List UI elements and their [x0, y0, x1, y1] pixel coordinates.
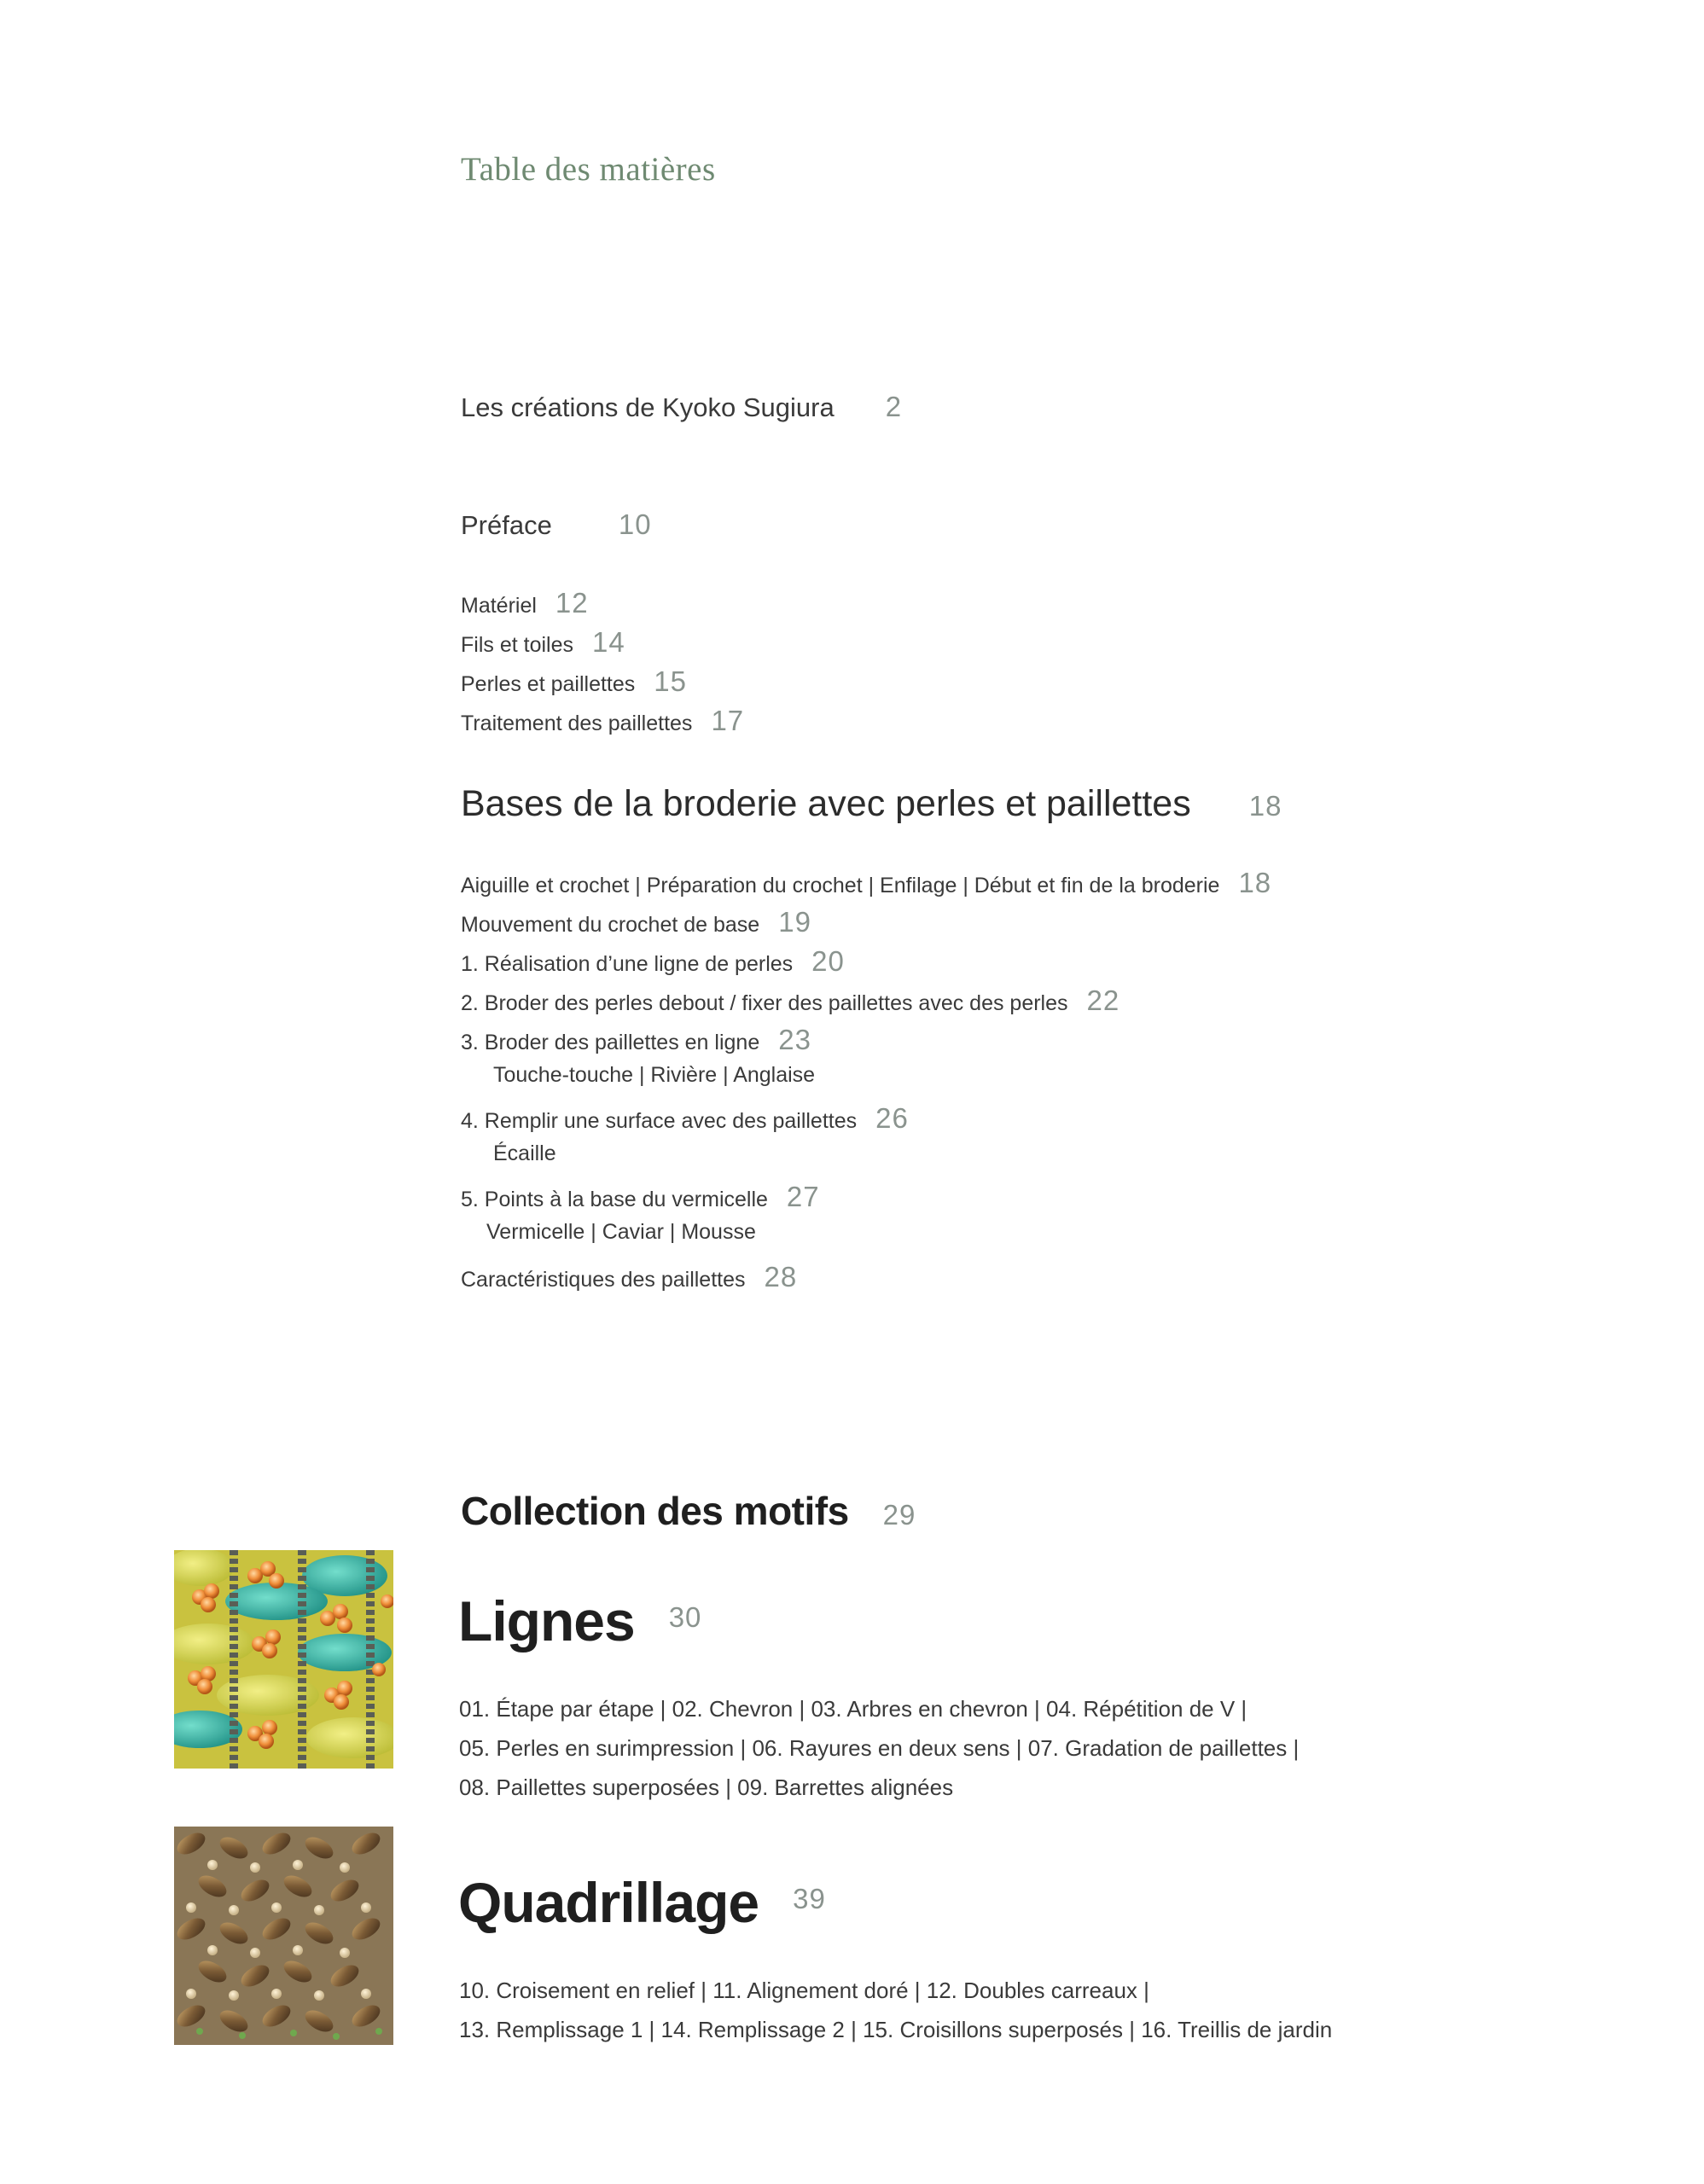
toc-heading-label: Bases de la broderie avec perles et paillettes	[461, 783, 1191, 824]
toc-entry-label: Fils et toiles	[461, 633, 573, 657]
toc-entry-preface[interactable]	[461, 508, 652, 541]
toc-entry-caracteristiques[interactable]	[461, 1261, 797, 1293]
toc-entry-aiguille[interactable]	[461, 867, 1271, 899]
toc-page-number: 12	[555, 587, 589, 619]
toc-entry-creations[interactable]	[461, 391, 902, 423]
toc-entry-label: Mouvement du crochet de base	[461, 913, 760, 937]
toc-page-number: 2	[885, 391, 903, 422]
toc-entry-mouvement[interactable]	[461, 906, 811, 938]
toc-entry-label: Préface	[461, 510, 552, 540]
toc-page-number: 19	[778, 906, 811, 938]
toc-entry-materiel[interactable]	[461, 587, 589, 619]
toc-entry-label: 3. Broder des paillettes en ligne	[461, 1031, 760, 1054]
toc-page-number: 30	[668, 1601, 702, 1633]
toc-entry-paillettes-ligne[interactable]	[461, 1024, 811, 1056]
toc-page-number: 26	[875, 1102, 909, 1134]
toc-entry-label: 5. Points à la base du vermicelle	[461, 1188, 768, 1211]
toc-page-number: 23	[778, 1024, 811, 1055]
toc-page-number: 17	[711, 705, 745, 736]
toc-page-number: 20	[811, 945, 845, 977]
toc-entry-remplir-surface[interactable]	[461, 1102, 909, 1135]
toc-entry-perles-debout[interactable]	[461, 985, 1120, 1017]
toc-page-number: 15	[654, 665, 687, 697]
toc-subentry: Écaille	[493, 1141, 556, 1165]
toc-page-number: 14	[591, 626, 625, 658]
toc-entry-ligne-perles[interactable]	[461, 945, 845, 978]
toc-subentry: Touche-touche | Rivière | Anglaise	[493, 1063, 816, 1087]
toc-page-number: 39	[793, 1883, 826, 1914]
page-title: Table des matières	[461, 151, 716, 188]
toc-heading-label: Collection des motifs	[461, 1489, 849, 1533]
motif-list-line: 13. Remplissage 1 | 14. Remplissage 2 | 15. Croisillons superposés | 16. Treillis de jardin	[459, 2017, 1333, 2042]
toc-entry-label: Les créations de Kyoko Sugiura	[461, 392, 835, 422]
toc-subentry: Vermicelle | Caviar | Mousse	[486, 1220, 756, 1244]
toc-heading-label: Quadrillage	[458, 1871, 759, 1934]
toc-page-number: 22	[1086, 985, 1120, 1016]
toc-entry-label: Caractéristiques des paillettes	[461, 1268, 746, 1292]
toc-page-number: 18	[1238, 867, 1272, 898]
toc-heading-bases[interactable]	[461, 783, 1282, 825]
toc-page-number: 18	[1248, 790, 1282, 822]
toc-heading-label: Lignes	[458, 1589, 635, 1653]
toc-heading-lignes[interactable]	[458, 1589, 701, 1653]
toc-heading-collection[interactable]	[461, 1488, 916, 1534]
toc-entry-label: 2. Broder des perles debout / fixer des paillettes avec des perles	[461, 991, 1068, 1015]
motif-list-line: 10. Croisement en relief | 11. Alignement doré | 12. Doubles carreaux |	[459, 1978, 1149, 2003]
toc-page-number: 10	[618, 508, 652, 540]
toc-entry-traitement[interactable]	[461, 705, 744, 737]
toc-page-number: 28	[764, 1261, 798, 1292]
toc-page-number: 27	[786, 1181, 820, 1212]
motif-list-line: 01. Étape par étape | 02. Chevron | 03. Arbres en chevron | 04. Répétition de V |	[459, 1696, 1247, 1722]
toc-entry-label: Aiguille et crochet | Préparation du crochet | Enfilage | Début et fin de la broderie	[461, 874, 1220, 897]
toc-heading-quadrillage[interactable]	[458, 1870, 826, 1935]
motif-list-line: 05. Perles en surimpression | 06. Rayures en deux sens | 07. Gradation de paillettes |	[459, 1735, 1300, 1761]
toc-page-number: 29	[882, 1499, 916, 1531]
toc-entry-label: 4. Remplir une surface avec des paillettes	[461, 1109, 858, 1133]
toc-entry-perles[interactable]	[461, 665, 687, 698]
motif-list-line: 08. Paillettes superposées | 09. Barrettes alignées	[459, 1774, 954, 1800]
toc-entry-label: Matériel	[461, 594, 537, 618]
toc-entry-label: Perles et paillettes	[461, 672, 636, 696]
toc-entry-label: Traitement des paillettes	[461, 712, 693, 735]
quadrillage-thumbnail	[174, 1827, 393, 2045]
toc-entry-fils[interactable]	[461, 626, 625, 659]
toc-entry-vermicelle[interactable]	[461, 1181, 820, 1213]
lignes-thumbnail	[174, 1550, 393, 1769]
toc-entry-label: 1. Réalisation d’une ligne de perles	[461, 952, 794, 976]
